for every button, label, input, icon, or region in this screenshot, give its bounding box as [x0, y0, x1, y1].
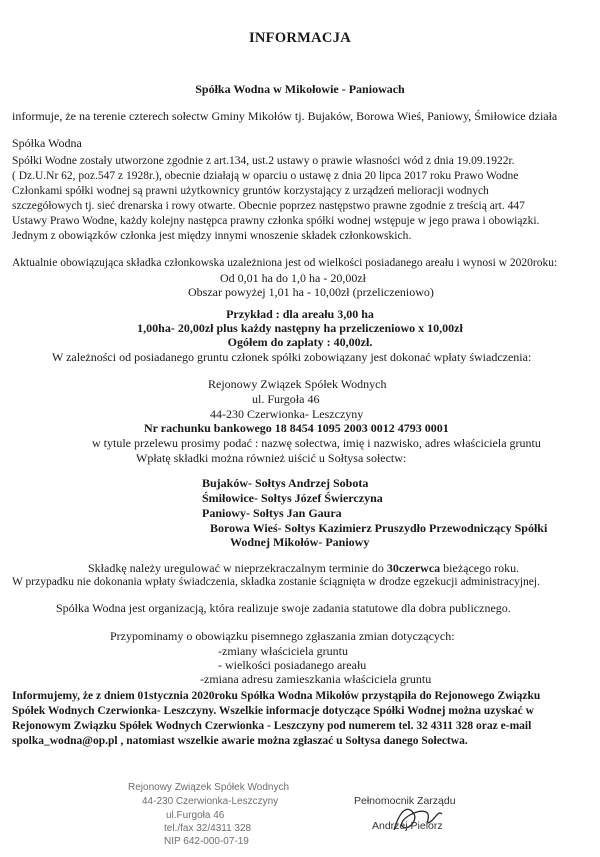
fee-example-total: Ogółem do zapłaty : 40,00zł. — [227, 335, 373, 349]
bank-name: Rejonowy Związek Spółek Wodnych — [208, 377, 387, 391]
soltys-item: Wodnej Mikołów- Paniowy — [230, 535, 370, 549]
soltys-item: Paniowy- Sołtys Jan Gaura — [202, 506, 342, 520]
fee-intro: Aktualnie obowiązująca składka członkowska uzależniona jest od wielkości posiadanego areału i wynosi w 2020roku: — [12, 257, 558, 269]
enforcement-note: W przypadku nie dokonania wpłaty świadczenia, składka zostanie ściągnięta w drodze egzekucji administracyjnej. — [12, 576, 540, 588]
deadline-text-post: bieżącego roku. — [440, 561, 520, 575]
law-line: Członkami spółki wodnej są prawni użytkownicy gruntów korzystający z urządzeń melioracji wodnych — [12, 185, 489, 197]
bank-city: 44-230 Czerwionka- Leszczyny — [210, 407, 364, 421]
reminder-item: -zmiany właściciela gruntu — [218, 644, 348, 658]
stamp-line: NIP 642-000-07-19 — [164, 836, 249, 847]
fee-tier-1: Od 0,01 ha do 1,0 ha - 20,00zł — [220, 271, 366, 285]
page-subtitle: Spółka Wodna w Mikołowie - Paniowach — [195, 82, 405, 96]
transfer-title-note: w tytule przelewu prosimy podać : nazwę sołectwa, imię i nazwisko, adres właściciela gruntu — [92, 436, 541, 450]
soltys-item: Śmiłowice- Sołtys Józef Świerczyna — [202, 491, 383, 505]
reminder-item: -zmiana adresu zamieszkania właściciela gruntu — [200, 672, 432, 686]
reminder-intro: Przypominamy o obowiązku pisemnego zgłaszania zmian dotyczących: — [110, 629, 455, 643]
bank-street: ul. Furgoła 46 — [252, 392, 320, 406]
payment-note: W zależności od posiadanego gruntu członek spółki zobowiązany jest dokonać wpłaty świadczenia: — [52, 350, 532, 364]
fee-example-heading: Przykład : dla areału 3,00 ha — [226, 307, 374, 321]
stamp-line: Rejonowy Związek Spółek Wodnych — [128, 782, 290, 793]
public-good-note: Spółka Wodna jest organizacją, która realizuje swoje zadania statutowe dla dobra publicznego. — [56, 601, 511, 615]
soltys-item: Bujaków- Sołtys Andrzej Sobota — [202, 476, 369, 490]
intro-line: Spółka Wodna — [12, 136, 82, 150]
fee-tier-2: Obszar powyżej 1,01 ha - 10,00zł (przeliczeniowo) — [188, 285, 434, 299]
deadline-text-pre: Składkę należy uregulować w nieprzekraczalnym terminie do — [88, 561, 387, 575]
announcement-line: spolka_wodna@op.pl , natomiast wszelkie awarie można zgłaszać u Sołtysa danego Sołectwa. — [12, 735, 468, 747]
reminder-item: - wielkości posiadanego areału — [218, 658, 367, 672]
signature-name: Andrzej Pielorz — [372, 820, 443, 832]
announcement-line: Informujemy, że z dniem 01stycznia 2020roku Spółka Wodna Mikołów przystąpiła do Rejonowego Związku — [12, 690, 541, 702]
deadline-date: 30czerwca — [386, 561, 441, 575]
stamp-line: ul.Furgoła 46 — [166, 810, 225, 821]
law-line: szczegółowych tj. sieć drenarska i rowy otwarte. Obecnie poprzez następstwo prawne zgodnie z treścią art. 447 — [12, 200, 525, 212]
fee-example-line: 1,00ha- 20,00zł plus każdy następny ha przeliczeniowo x 10,00zł — [137, 321, 463, 335]
law-line: Jednym z obowiązków członka jest między innymi wnoszenie składek członkowskich. — [12, 230, 412, 242]
stamp-line: tel./fax 32/4311 328 — [164, 823, 252, 834]
soltys-note: Wpłatę składki można również uiścić u Sołtysa sołectw: — [136, 451, 407, 465]
page-title: INFORMACJA — [248, 30, 352, 46]
announcement-line: Spółek Wodnych Czerwionka- Leszczyny. Wszelkie informacje dotyczące Spółki Wodnej można uzyskać w — [12, 705, 534, 717]
law-line: ( Dz.U.Nr 62, poz.547 z 1928r.), obecnie działają w oparciu o ustawę z dnia 20 lipca 2017 roku Prawo Wodne — [12, 170, 519, 182]
law-line: Spółki Wodne zostały utworzone zgodnie z art.134, ust.2 ustawy o prawie własności wód z dnia 19.09.1922r. — [12, 155, 515, 167]
stamp-line: 44-230 Czerwionka-Leszczyny — [142, 796, 279, 807]
intro-line: informuje, że na terenie czterech sołectw Gminy Mikołów tj. Bujaków, Borowa Wieś, Paniowy, Śmiłowice działa — [12, 109, 558, 123]
signature-role: Pełnomocnik Zarządu — [354, 795, 456, 807]
law-line: Ustawy Prawo Wodne, każdy kolejny następca prawny członka spółki wodnej wstępuje w jego prawa i obowiązki. — [12, 215, 540, 227]
announcement-line: Rejonowym Związku Spółek Wodnych Czerwionka - Leszczyny pod numerem tel. 32 4311 328 oraz e-mail — [12, 720, 532, 732]
soltys-item: Borowa Wieś- Sołtys Kazimierz Pruszydło Przewodniczący Spółki — [210, 521, 548, 535]
bank-account: Nr rachunku bankowego 18 8454 1095 2003 0012 4793 0001 — [144, 421, 449, 435]
deadline-line — [88, 561, 519, 576]
